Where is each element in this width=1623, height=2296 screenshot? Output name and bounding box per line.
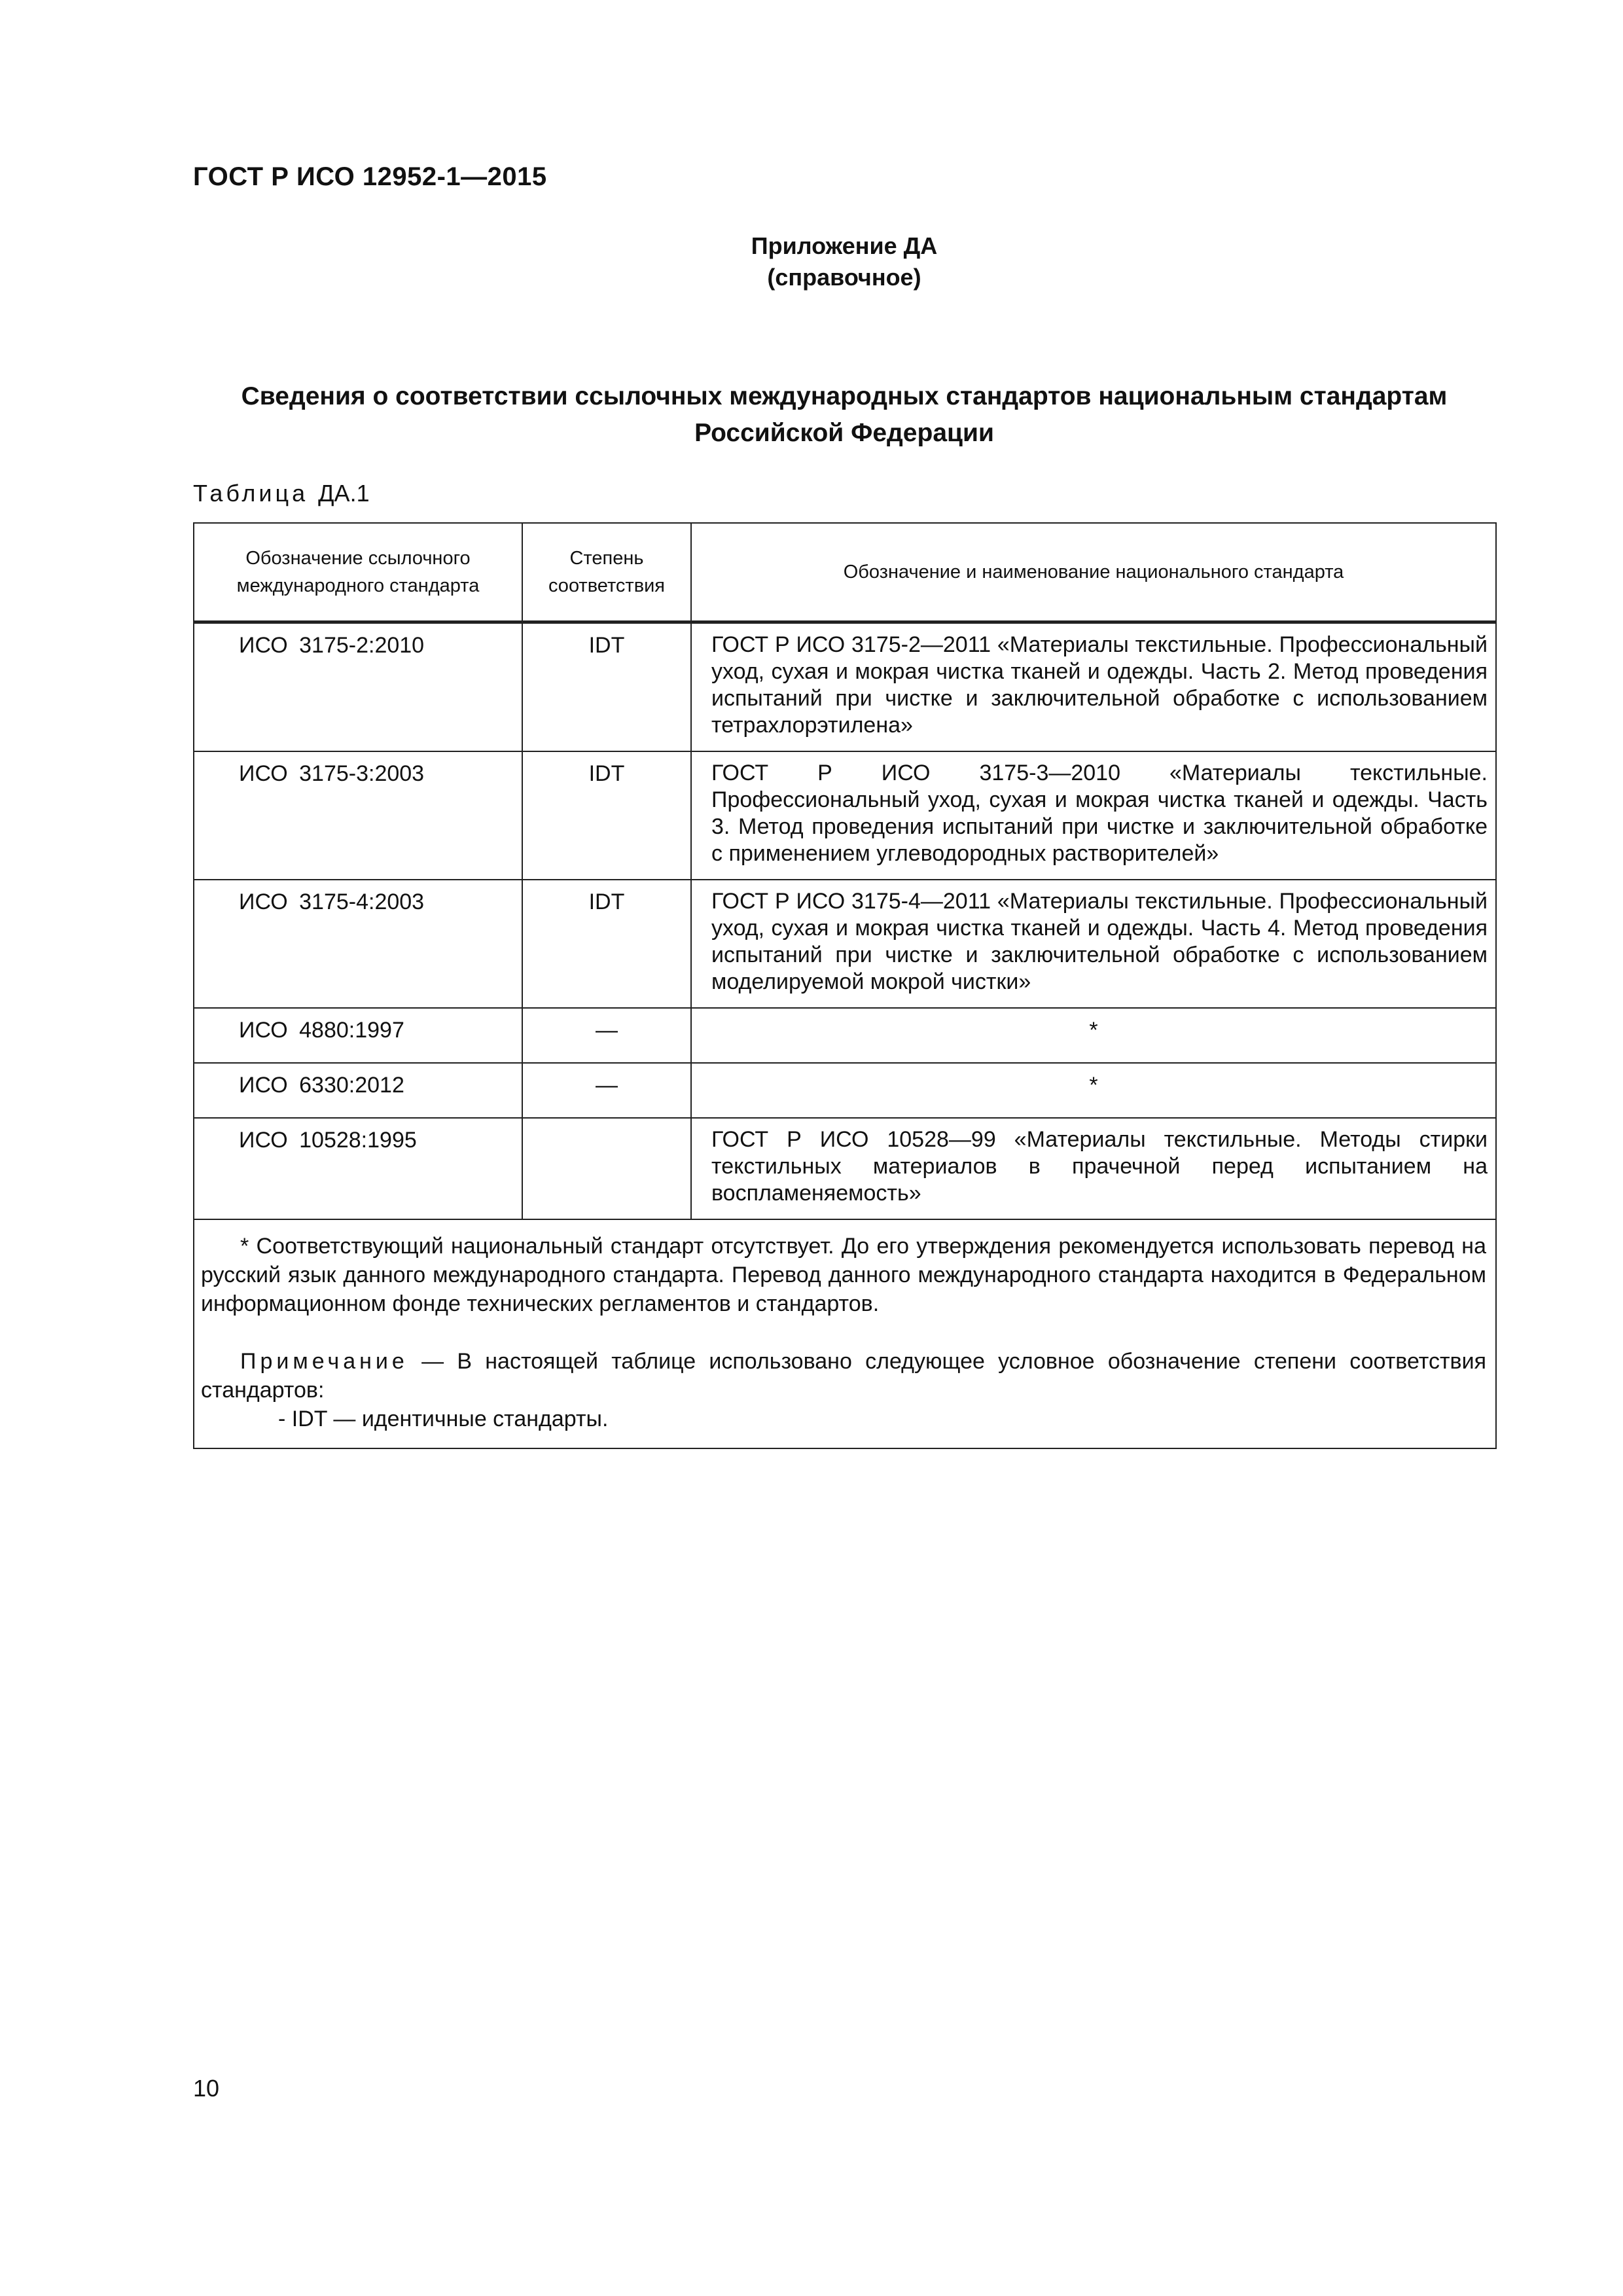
footnote-text: * Соответствующий национальный стандарт отсутствует. До его утверждения рекомендуется использовать перевод на русский язык данного международного стандарта. Перевод данного международного стандарта находится в Федеральном информационном фонде технических регламентов и стандартов. [201, 1234, 1486, 1316]
page-number: 10 [193, 2075, 220, 2102]
table-footnote [194, 1219, 1496, 1448]
degree-cell: — [522, 1008, 691, 1063]
note-list-item: - IDT — идентичные стандарты. [278, 1407, 609, 1431]
section-title-line-2: Российской Федерации [694, 419, 994, 447]
appendix-title: Приложение ДА [751, 232, 938, 259]
column-header-degree: Степень соответствия [522, 523, 691, 622]
appendix-subtitle: (справочное) [767, 264, 921, 291]
appendix-heading [0, 230, 1623, 293]
table-caption-word: Таблица [193, 480, 309, 507]
international-code-cell: ИСО 10528:1995 [194, 1118, 522, 1219]
degree-cell: IDT [522, 622, 691, 752]
degree-cell: IDT [522, 751, 691, 880]
table-footnote-row [194, 1219, 1496, 1448]
international-code-cell: ИСО 4880:1997 [194, 1008, 522, 1063]
table-row [194, 1118, 1496, 1219]
national-standard-cell: ГОСТ Р ИСО 10528—99 «Материалы текстильные. Методы стирки текстильных материалов в прачечной перед испытанием на воспламеняемость» [691, 1118, 1496, 1219]
column-header-international-code: Обозначение ссылочного международного стандарта [194, 523, 522, 622]
international-code-cell: ИСО 3175-2:2010 [194, 622, 522, 752]
table-header-row [194, 523, 1496, 622]
degree-cell [522, 1118, 691, 1219]
international-code-cell: ИСО 3175-4:2003 [194, 880, 522, 1008]
table-row [194, 1008, 1496, 1063]
note-label: Примечание [240, 1349, 408, 1374]
section-title [193, 378, 1495, 452]
international-code-cell: ИСО 3175-3:2003 [194, 751, 522, 880]
national-standard-cell: ГОСТ Р ИСО 3175-3—2010 «Материалы текстильные. Профессиональный уход, сухая и мокрая чистка тканей и одежды. Часть 3. Метод проведения испытаний при чистке и заключительной обработке с применением углеводородных растворителей» [691, 751, 1496, 880]
degree-cell: IDT [522, 880, 691, 1008]
table-row [194, 751, 1496, 880]
national-standard-cell: * [691, 1063, 1496, 1118]
international-code-cell: ИСО 6330:2012 [194, 1063, 522, 1118]
table-row [194, 622, 1496, 752]
correspondence-table [193, 522, 1497, 1449]
table-row [194, 1063, 1496, 1118]
table-caption-number: ДА.1 [318, 480, 370, 507]
document-code: ГОСТ Р ИСО 12952-1—2015 [193, 162, 547, 191]
national-standard-cell: ГОСТ Р ИСО 3175-4—2011 «Материалы текстильные. Профессиональный уход, сухая и мокрая чистка тканей и одежды. Часть 4. Метод проведения испытаний при чистке и заключительной обработке с использованием моделируемой мокрой чистки» [691, 880, 1496, 1008]
degree-cell: — [522, 1063, 691, 1118]
national-standard-cell: ГОСТ Р ИСО 3175-2—2011 «Материалы текстильные. Профессиональный уход, сухая и мокрая чистка тканей и одежды. Часть 2. Метод проведения испытаний при чистке и заключительной обработке с использованием тетрахлорэтилена» [691, 622, 1496, 752]
column-header-national-standard: Обозначение и наименование национального стандарта [691, 523, 1496, 622]
national-standard-cell: * [691, 1008, 1496, 1063]
table-row [194, 880, 1496, 1008]
table-note [201, 1347, 1486, 1405]
section-title-line-1: Сведения о соответствии ссылочных международных стандартов национальным стандартам [241, 382, 1448, 410]
table-caption [193, 480, 370, 507]
note-text: — В настоящей таблице использовано следующее условное обозначение степени соответствия стандартов: [201, 1349, 1486, 1403]
